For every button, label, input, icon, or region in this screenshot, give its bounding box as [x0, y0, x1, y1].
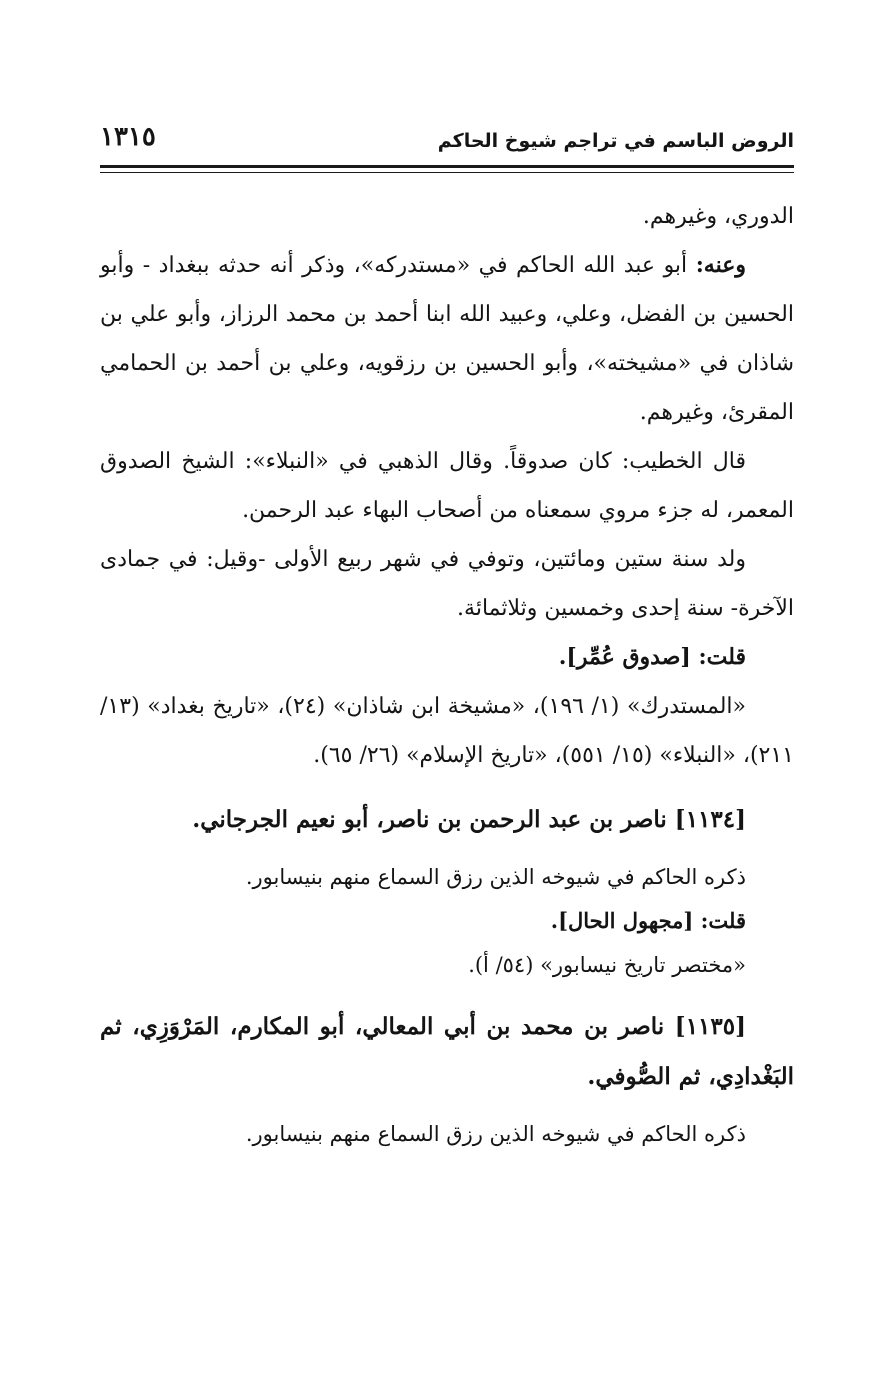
running-head-title: الروض الباسم في تراجم شيوخ الحاكم: [437, 130, 794, 152]
running-head: [100, 118, 794, 162]
header-rule-thin: [100, 172, 794, 173]
entry-text: ذكره الحاكم في شيوخه الذين رزق السماع منهم بنيسابور.: [245, 865, 746, 889]
entry-title: [١١٣٤] ناصر بن عبد الرحمن بن ناصر، أبو نعيم الجرجاني.: [192, 806, 746, 833]
entry-title: [١١٣٥] ناصر بن محمد بن أبي المعالي، أبو المكارم، المَرْوَزِي، ثم البَغْدادِي، ثم الصُّوفي.: [100, 1013, 794, 1090]
paragraph-continuation: الدوري، وغيرهم.: [642, 204, 794, 229]
entry-sources: «مختصر تاريخ نيسابور» (٥٤/ أ).: [468, 953, 746, 977]
paragraph-grading: قال الخطيب: كان صدوقاً. وقال الذهبي في «النبلاء»: الشيخ الصدوق المعمر، له جزء مروي سمعناه من أصحاب البهاء عبد الرحمن.: [100, 449, 794, 523]
paragraph-verdict: قلت: [صدوق عُمِّر].: [558, 644, 746, 670]
page-number: ١٣١٥: [100, 122, 156, 152]
paragraph-narrators: [100, 241, 794, 437]
spacer: [100, 780, 794, 795]
page-body: [100, 192, 794, 1156]
paragraph-lead: وعنه:: [695, 252, 746, 278]
paragraph-sources: «المستدرك» (١/ ١٩٦)، «مشيخة ابن شاذان» (٢٤)، «تاريخ بغداد» (١٣/ ٢١١)، «النبلاء» (١٥/ ٥٥١)، «تاريخ الإسلام» (٢٦/ ٦٥).: [100, 694, 794, 768]
header-rule-thick: [100, 165, 794, 168]
spacer: [100, 987, 794, 1002]
entry-verdict: قلت: [مجهول الحال].: [550, 908, 746, 933]
paragraph-text: أبو عبد الله الحاكم في «مستدركه»، وذكر أنه حدثه ببغداد - وأبو الحسين بن الفضل، وعلي، وعبيد الله ابنا أحمد بن محمد الرزاز، وأبو علي بن شاذان في «مشيخته»، وأبو الحسين بن رزقويه، وعلي بن أحمد بن الحمامي المقرئ، وغيرهم.: [100, 253, 794, 425]
paragraph-dates: ولد سنة ستين ومائتين، وتوفي في شهر ربيع الأولى -وقيل: في جمادى الآخرة- سنة إحدى وخمسين وثلاثمائة.: [100, 547, 794, 621]
entry-text: ذكره الحاكم في شيوخه الذين رزق السماع منهم بنيسابور.: [245, 1122, 746, 1146]
